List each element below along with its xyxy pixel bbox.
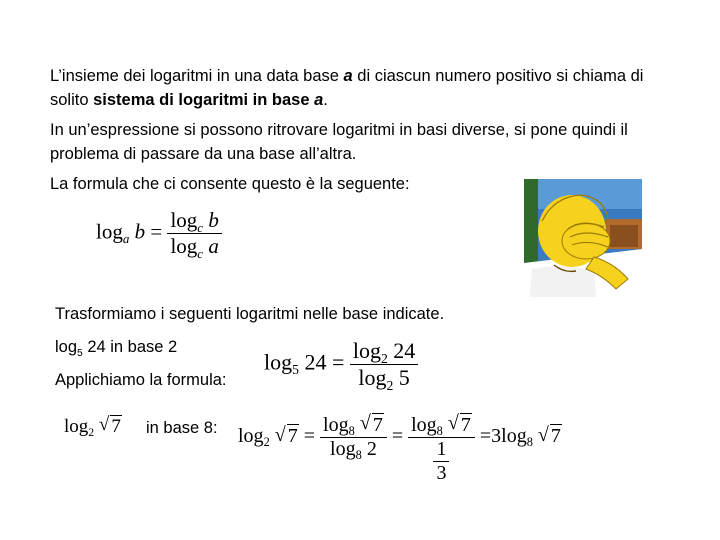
exercise-1-formula-argument: 24 <box>304 349 327 375</box>
exercise-2-radicand: 7 <box>111 416 121 437</box>
apply-formula-label: Applichiamo la formula: <box>55 371 227 389</box>
exercise-1-formula-equals: = <box>331 349 345 375</box>
exercise-1-den-base: 2 <box>386 377 394 393</box>
exercise-2-f2-num-sqrt <box>448 414 472 437</box>
exercise-2-f1-num-log: log <box>323 414 349 436</box>
exercise-2-f-equals-3: = <box>479 425 492 448</box>
exercise-2-f2-num-log: log <box>411 414 437 436</box>
exercise-2-f-result-sqrt <box>538 425 562 448</box>
formula-argument-b: b <box>134 219 146 244</box>
formula-den-base-c: c <box>197 245 204 261</box>
exercise-2-log: log <box>64 416 89 437</box>
exercise-2-f1-num-base: 8 <box>348 424 355 439</box>
exercise-2-f-radicand: 7 <box>287 425 298 448</box>
formula-num-b: b <box>208 208 219 232</box>
paragraph-formula-intro: La formula che ci consente questo è la seguente: <box>50 175 410 193</box>
change-of-base-formula <box>96 208 222 259</box>
exercise-1-den-log: log <box>358 365 387 390</box>
exercise-2-sqrt <box>99 416 122 438</box>
exercise-1-formula-fraction <box>350 338 418 391</box>
exercise-intro: Trasformiamo i seguenti logaritmi nelle base indicate. <box>55 305 445 323</box>
exercise-2-f-coefficient: 3 <box>491 425 502 448</box>
exercise-1-formula-base: 5 <box>292 362 299 378</box>
paragraph-1-base-variable: a <box>343 67 353 85</box>
formula-base-a: a <box>122 230 130 246</box>
exercise-2-f-equals-2: = <box>391 425 404 448</box>
exercise-2-f-result-radicand: 7 <box>550 425 561 448</box>
exercise-1-num-argument: 24 <box>393 338 416 363</box>
exercise-2-f-log: log <box>238 425 264 448</box>
paragraph-1-bold-variable: a <box>314 91 324 109</box>
exercise-1-label-suffix: in base 2 <box>105 338 178 356</box>
exercise-1-formula-log: log <box>264 349 293 375</box>
exercise-2-f2-num-radicand: 7 <box>460 414 471 436</box>
paragraph-different-bases: In un’espressione si possono ritrovare logaritmi in basi diverse, si pone quindi il problema di passare da una base all’altra. <box>50 121 628 163</box>
exercise-2-f-fraction-2 <box>408 414 475 485</box>
cartoon-facepalm-picture <box>524 179 642 297</box>
formula-num-base-c: c <box>197 219 204 235</box>
exercise-2-f-result-log: log <box>501 425 527 448</box>
exercise-1-formula <box>264 338 418 391</box>
paragraph-1-text-b: di ciascun numero positivo si chiama di solito <box>50 67 644 109</box>
formula-equals: = <box>150 219 163 244</box>
exercise-2-f2-den-fraction <box>433 438 449 485</box>
exercise-1-label <box>55 335 275 362</box>
formula-num-log: log <box>170 208 198 232</box>
exercise-2-f-fraction-1 <box>320 414 387 461</box>
exercise-2-f1-num-radicand: 7 <box>372 414 383 436</box>
cartoon-facepalm-illustration <box>524 179 642 297</box>
paragraph-logarithm-system <box>50 64 650 112</box>
exercise-2-f-base: 2 <box>263 435 270 450</box>
exercise-2-f1-den-base: 8 <box>355 448 362 463</box>
exercise-1-den-old-base: 5 <box>398 365 410 390</box>
paragraph-1-end: . <box>323 91 328 109</box>
exercise-2-expression <box>64 416 122 438</box>
exercise-1-argument: 24 <box>87 338 106 356</box>
paragraph-1-text-a: L’insieme dei logaritmi in una data base <box>50 67 344 85</box>
exercise-2-formula <box>238 414 562 485</box>
formula-fraction <box>167 208 221 259</box>
exercise-2-f2-den-three: 3 <box>433 461 449 485</box>
exercise-2-f-sqrt <box>275 425 299 448</box>
exercise-2-f-equals-1: = <box>303 425 316 448</box>
exercise-1-num-log: log <box>352 338 381 363</box>
exercise-2-label: in base 8: <box>146 419 218 437</box>
exercise-2-f1-den-old-base: 2 <box>366 438 377 460</box>
exercise-2-f1-num-sqrt <box>360 414 384 437</box>
exercise-2-f1-den-log: log <box>330 438 356 460</box>
exercise-2-f-result-base: 8 <box>526 435 533 450</box>
formula-log-lhs: log <box>96 219 123 244</box>
formula-den-a: a <box>208 234 219 258</box>
exercise-2-f2-den-one: 1 <box>436 438 447 460</box>
exercise-1-num-base: 2 <box>380 350 388 366</box>
exercise-2-base: 2 <box>88 426 95 440</box>
exercise-1-base: 5 <box>77 347 83 359</box>
formula-den-log: log <box>170 234 198 258</box>
exercise-1-log: log <box>55 338 78 356</box>
paragraph-1-bold-term: sistema di logaritmi in base <box>93 91 315 109</box>
exercise-2-f2-num-base: 8 <box>436 424 443 439</box>
